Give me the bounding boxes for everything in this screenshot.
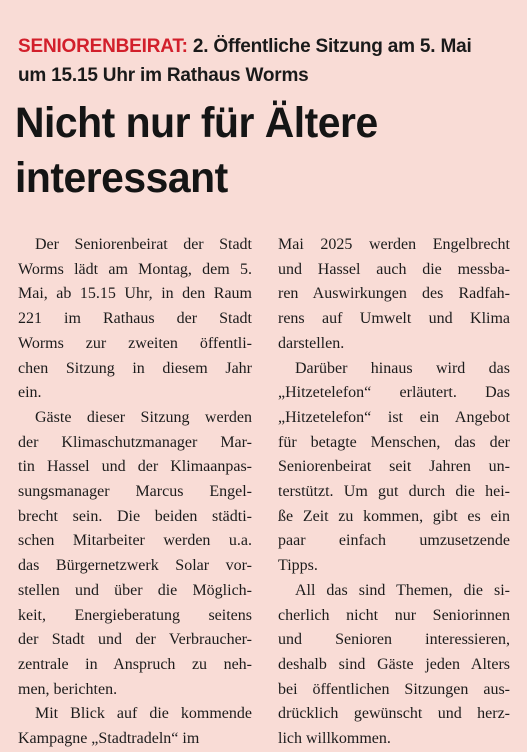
article-line: brecht sein. Die beiden städti- <box>18 507 252 525</box>
article-line: schen Mitarbeiter werden u.a. <box>18 532 252 550</box>
article-line: tin Hassel und der Klimaanpas- <box>18 458 252 476</box>
article-line: deshalb sind Gäste jeden Alters <box>278 655 510 673</box>
article-line: Mai 2025 werden Engelbrecht <box>278 236 510 253</box>
article-line: ren Auswirkungen des Radfah- <box>278 285 510 303</box>
article-line: men, berichten. <box>18 680 118 698</box>
article-line: Mai, ab 15.15 Uhr, in den Raum <box>18 285 252 303</box>
article-line: ein. <box>18 384 42 402</box>
headline-line-1: Nicht nur für Ältere <box>15 99 378 147</box>
article-line: für betagte Menschen, das der <box>278 433 510 451</box>
article-paragraph <box>18 406 252 702</box>
article-paragraph <box>18 233 252 406</box>
article-line: terstützt. Um gut durch die hei- <box>278 483 510 501</box>
article-line: sungsmanager Marcus Engel- <box>18 483 252 501</box>
kicker-line-1 <box>18 32 518 61</box>
article-line: Worms zur zweiten öffentli- <box>18 334 252 352</box>
article-line: bei öffentlichen Sitzungen aus- <box>278 680 510 698</box>
article-line: chen Sitzung in diesem Jahr <box>18 359 252 377</box>
article-line: Worms lädt am Montag, dem 5. <box>18 260 252 278</box>
article-headline <box>15 96 495 206</box>
article-line: keit, Energieberatung seitens <box>18 606 252 624</box>
article-line: lich willkommen. <box>278 730 391 748</box>
article-line: Seniorenbeirat seit Jahren un- <box>278 458 510 476</box>
article-line: drücklich gewünscht und herz- <box>278 705 510 723</box>
article-line: Mit Blick auf die kommende <box>35 705 252 723</box>
article-column-left <box>18 233 252 752</box>
article-line: stellen und über die Möglich- <box>18 581 252 599</box>
kicker-label: SENIORENBEIRAT: <box>18 36 188 57</box>
article-line: der Stadt und der Verbraucher- <box>18 631 252 649</box>
article-paragraph <box>278 357 510 579</box>
article-line: „Hitzetelefon“ erläutert. Das <box>278 384 510 402</box>
article-line: ße Zeit zu kommen, gibt es ein <box>278 507 510 525</box>
article-line: All das sind Themen, die si- <box>295 581 510 599</box>
article-line: Darüber hinaus wird das <box>295 359 510 377</box>
article-line: Kampagne „Stadtradeln“ im <box>18 730 200 748</box>
article-kicker <box>18 32 518 90</box>
article-line: „Hitzetelefon“ ist ein Angebot <box>278 408 510 426</box>
kicker-line-2: um 15.15 Uhr im Rathaus Worms <box>18 65 309 86</box>
article-line: das Bürgernetzwerk Solar vor- <box>18 557 252 575</box>
article-line: Tipps. <box>278 557 318 575</box>
article-line: paar einfach umzusetzende <box>278 532 510 550</box>
article-paragraph <box>18 702 252 751</box>
article-line: zentrale in Anspruch zu neh- <box>18 655 252 673</box>
headline-line-2: interessant <box>15 154 228 202</box>
article-line: cherlich nicht nur Seniorinnen <box>278 606 510 624</box>
article-line: rens auf Umwelt und Klima <box>278 310 510 328</box>
article-line: Gäste dieser Sitzung werden <box>35 408 252 426</box>
article-line: der Klimaschutzmanager Mar- <box>18 433 252 451</box>
article-line: und Hassel auch die messba- <box>278 260 510 278</box>
article-paragraph <box>278 579 510 752</box>
article-column-right <box>278 233 510 752</box>
article-line: und Senioren interessieren, <box>278 631 510 649</box>
article-line: 221 im Rathaus der Stadt <box>18 310 252 328</box>
article-paragraph <box>278 233 510 357</box>
article-line: darstellen. <box>278 334 345 352</box>
article-line: Der Seniorenbeirat der Stadt <box>35 236 252 253</box>
kicker-subtitle: 2. Öffentliche Sitzung am 5. Mai <box>192 36 472 57</box>
